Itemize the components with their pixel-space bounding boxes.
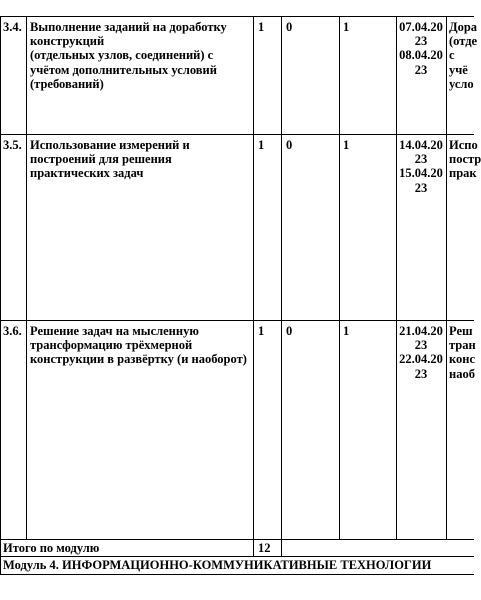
row-border-total [0, 539, 474, 540]
col-border-num [26, 16, 27, 539]
hours-practice: 1 [343, 20, 350, 34]
hours-total: 1 [258, 138, 265, 152]
col-border-left [0, 16, 1, 574]
module-heading: Модуль 4. ИНФОРМАЦИОННО-КОММУНИКАТИВНЫЕ ТЕХНОЛОГИИ [3, 558, 432, 572]
row-number: 3.6. [3, 324, 22, 338]
module-total-value: 12 [258, 541, 271, 555]
col-border-dates [446, 16, 447, 539]
row-border-3-6 [0, 320, 474, 321]
hours-theory: 0 [286, 324, 293, 338]
col-border-c1 [281, 16, 282, 556]
hours-practice: 1 [343, 138, 350, 152]
hours-practice: 1 [343, 324, 350, 338]
col-border-title [253, 16, 254, 556]
row-number: 3.5. [3, 138, 22, 152]
hours-theory: 0 [286, 138, 293, 152]
row-dates: 07.04.20 23 08.04.20 23 [399, 20, 443, 77]
row-border-module-bottom [0, 574, 474, 575]
module-total-label: Итого по модулю [3, 541, 100, 555]
row-title: Использование измерений и построений для решения практических задач [30, 138, 190, 181]
hours-total: 1 [258, 324, 265, 338]
row-dates: 21.04.20 23 22.04.20 23 [399, 324, 443, 381]
row-notes: Реш тран конс наоб [449, 324, 476, 381]
row-notes: Дора (отде с учё усло [449, 20, 478, 91]
row-notes: Испо постр прак [449, 138, 481, 181]
col-border-c3 [396, 16, 397, 539]
row-border-total-bottom [0, 556, 474, 557]
row-number: 3.4. [3, 20, 22, 34]
row-border-top [0, 16, 474, 17]
row-title: Выполнение заданий на доработку конструкций (отдельных узлов, соединений) с учётом дополнительных условий (требований) [30, 20, 227, 91]
row-border-3-5 [0, 134, 474, 135]
hours-theory: 0 [286, 20, 293, 34]
col-border-c2 [339, 16, 340, 539]
hours-total: 1 [258, 20, 265, 34]
row-dates: 14.04.20 23 15.04.20 23 [399, 138, 443, 195]
row-title: Решение задач на мысленную трансформацию трёхмерной конструкции в развёртку (и наоборот) [30, 324, 247, 367]
